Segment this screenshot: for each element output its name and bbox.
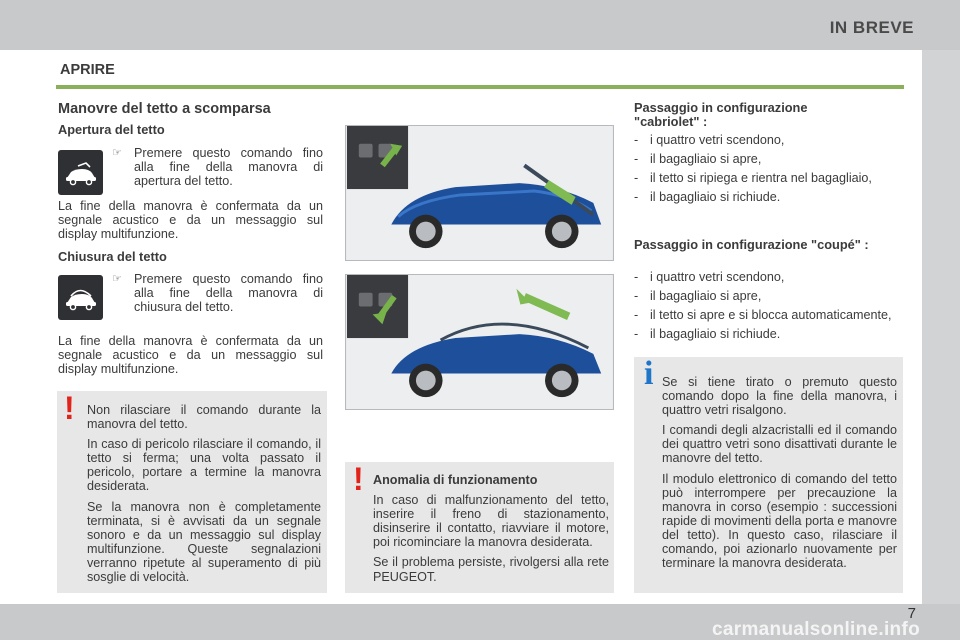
warning-icon: ! [353,461,364,497]
watermark: carmanualsonline.info [712,619,920,640]
section-divider [56,85,904,89]
closing-note: La fine della manovra è confermata da un segnale acustico e da un messaggio sul display multifunzione. [58,334,323,377]
cabriolet-photo [345,125,614,261]
coupe-photo [345,274,614,410]
info-box [634,357,903,593]
list-item: - i quattro vetri scendono, [634,270,785,284]
list-item: - i quattro vetri scendono, [634,133,785,147]
cabriolet-steps [634,133,904,209]
side-strip [922,50,960,605]
list-item: - il bagagliaio si apre, [634,152,762,167]
info-text: Se si tiene tirato o premuto questo comando dopo la fine della manovra, i quattro vetri risalgono. I comandi degli alzacristalli ed il comando dei quattro vetri sono disattivati durante le manovre del tetto. Il modulo elettronico di comando del tetto può interrompere per precauzione la manovra in corso (esempio : successioni rapide di movimenti della porta e manovre del tetto). In questo caso, rilasciare il comando, poi azionarlo nuovamente per terminare la manovra desiderata. [662,375,897,571]
coupe-steps [634,270,904,346]
cabriolet-title: Passaggio in configurazione "cabriolet" : [634,100,808,130]
warning-text: Non rilasciare il comando durante la manovra del tetto. In caso di pericolo rilasciare il comando, il tetto si ferma; una volta passato il pericolo, portare a termine la manovra desiderata. Se la manovra non è completamente terminata, si è avvisati da un segnale sonoro e da un messaggio sul display multifunzione. Queste segnalazioni verranno ripetute al superamento di più sosglie di velocità. [87,403,321,585]
closing-instruction: ☞ Premere questo comando fino alla fine della manovra di chiusura del tetto. [112,272,323,315]
section-title: APRIRE [60,62,115,78]
opening-title: Apertura del tetto [58,122,165,137]
malfunction-text: Anomalia di funzionamento In caso di malfunzionamento del tetto, inserire il freno di stazionamento, disinserire il contatto, riavviare il motore, poi ricominciare la manovra desiderata. Se il problema persiste, rivolgersi alla rete PEUGEOT. [373,473,609,584]
warning-icon: ! [64,390,75,426]
coupe-title: Passaggio in configurazione "coupé" : [634,237,869,252]
closing-title: Chiusura del tetto [58,249,167,264]
list-item: - il tetto si apre e si blocca automaticamente, [634,308,892,323]
list-item: - il tetto si ripiega e rientra nel bagagliaio, [634,171,872,186]
malfunction-title: Anomalia di funzionamento [373,473,538,487]
opening-note: La fine della manovra è confermata da un segnale acustico e da un messaggio sul display multifunzione. [58,199,323,242]
info-icon: i [644,355,654,392]
list-item: - il bagagliaio si richiude. [634,327,781,342]
roof-control-icon [58,275,103,320]
warning-box [57,391,327,593]
list-item: - il bagagliaio si apre, [634,289,762,304]
malfunction-box [345,462,614,593]
header-band [0,0,960,50]
list-item: - il bagagliaio si richiude. [634,190,781,205]
header-title: IN BREVE [829,18,914,37]
roof-control-icon [58,150,103,195]
page-number: 7 [907,605,916,622]
opening-instruction: ☞ Premere questo comando fino alla fine della manovra di apertura del tetto. [112,146,323,189]
roof-maneuver-title: Manovre del tetto a scomparsa [58,101,271,117]
pointer-icon: ☞ [112,147,122,159]
pointer-icon: ☞ [112,273,122,285]
